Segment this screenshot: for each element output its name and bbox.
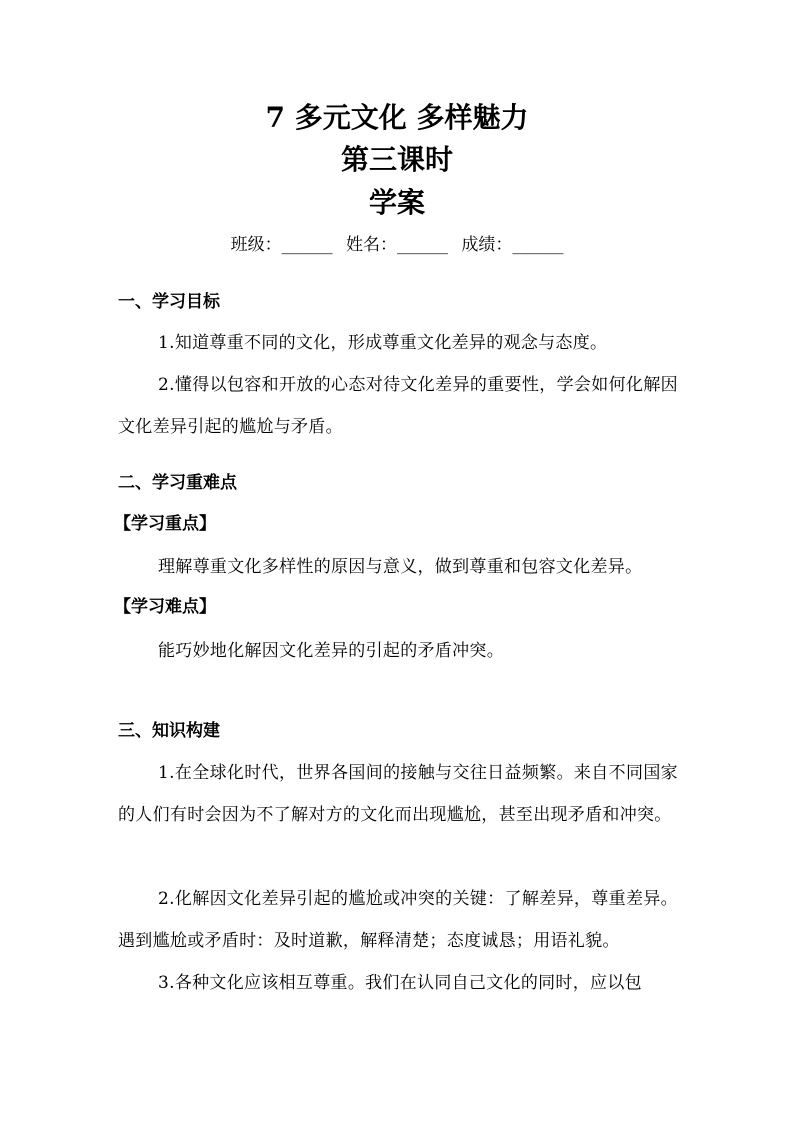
difficult-point-label: 【学习难点】	[114, 597, 216, 617]
document-type: 学案	[368, 186, 425, 219]
objective-item-2: 2.懂得以包容和开放的心态对待文化差异的重要性，学会如何化解因文化差异引起的尴尬与矛盾。	[118, 375, 678, 437]
knowledge-item-2: 2.化解因文化差异引起的尴尬或冲突的关键：了解差异，尊重差异。遇到尴尬或矛盾时：及时道歉，解释清楚；态度诚恳；用语礼貌。	[118, 889, 678, 951]
section-heading-knowledge: 三、知识构建	[118, 721, 220, 741]
knowledge-item-3: 3.各种文化应该相互尊重。我们在认同自己文化的同时，应以包	[158, 973, 642, 993]
class-field[interactable]: 班级：______	[230, 235, 333, 255]
key-point-label: 【学习重点】	[114, 514, 216, 534]
score-field[interactable]: 成绩：______	[461, 235, 564, 255]
key-point-text: 理解尊重文化多样性的原因与意义，做到尊重和包容文化差异。	[158, 557, 643, 577]
section-heading-objectives: 一、学习目标	[118, 292, 220, 312]
section-heading-key-points: 二、学习重难点	[118, 473, 237, 493]
lesson-title: 7 多元文化 多样魅力	[265, 101, 529, 134]
difficult-point-text: 能巧妙地化解因文化差异的引起的矛盾冲突。	[158, 641, 504, 661]
objective-item-1: 1.知道尊重不同的文化，形成尊重文化差异的观念与态度。	[158, 333, 608, 353]
student-info-line	[0, 232, 794, 258]
lesson-period: 第三课时	[340, 143, 453, 176]
knowledge-item-1: 1.在全球化时代，世界各国间的接触与交往日益频繁。来自不同国家的人们有时会因为不了解对方的文化而出现尴尬，甚至出现矛盾和冲突。	[118, 763, 678, 825]
name-field[interactable]: 姓名：______	[346, 235, 448, 255]
